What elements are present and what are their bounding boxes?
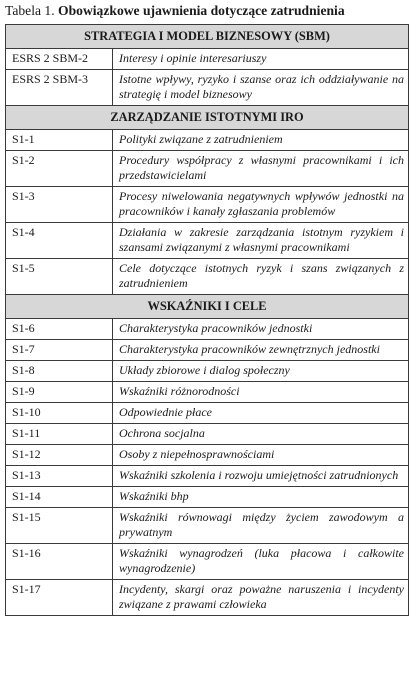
section-heading: WSKAŹNIKI I CELE	[6, 295, 409, 319]
disclosure-description: Polityki związane z zatrudnieniem	[113, 130, 409, 151]
table-row	[6, 508, 409, 544]
disclosure-description: Działania w zakresie zarządzania istotnym ryzykiem i szansami związanymi z własnymi pracownikami	[113, 223, 409, 259]
table-row	[6, 580, 409, 616]
table-row	[6, 130, 409, 151]
disclosures-table	[5, 24, 409, 616]
disclosure-description: Wskaźniki równowagi między życiem zawodowym a prywatnym	[113, 508, 409, 544]
table-caption	[5, 2, 413, 20]
disclosure-code: S1-10	[6, 403, 113, 424]
table-row	[6, 223, 409, 259]
section-header-row	[6, 25, 409, 49]
section-heading: STRATEGIA I MODEL BIZNESOWY (SBM)	[6, 25, 409, 49]
table-row	[6, 487, 409, 508]
table-row	[6, 445, 409, 466]
table-row	[6, 151, 409, 187]
disclosure-description: Interesy i opinie interesariuszy	[113, 49, 409, 70]
disclosure-description: Osoby z niepełnosprawnościami	[113, 445, 409, 466]
table-row	[6, 340, 409, 361]
disclosure-code: S1-16	[6, 544, 113, 580]
disclosure-code: S1-2	[6, 151, 113, 187]
disclosure-code: S1-8	[6, 361, 113, 382]
disclosure-code: S1-7	[6, 340, 113, 361]
table-row	[6, 466, 409, 487]
table-row	[6, 403, 409, 424]
table-row	[6, 187, 409, 223]
disclosure-code: ESRS 2 SBM-3	[6, 70, 113, 106]
disclosure-code: ESRS 2 SBM-2	[6, 49, 113, 70]
disclosure-description: Cele dotyczące istotnych ryzyk i szans związanych z zatrudnieniem	[113, 259, 409, 295]
disclosure-code: S1-9	[6, 382, 113, 403]
table-row	[6, 70, 409, 106]
table-row	[6, 319, 409, 340]
disclosure-code: S1-1	[6, 130, 113, 151]
disclosure-description: Wskaźniki bhp	[113, 487, 409, 508]
disclosure-description: Istotne wpływy, ryzyko i szanse oraz ich oddziaływanie na strategię i model biznesowy	[113, 70, 409, 106]
disclosure-description: Charakterystyka pracowników jednostki	[113, 319, 409, 340]
disclosure-description: Układy zbiorowe i dialog społeczny	[113, 361, 409, 382]
caption-title: Obowiązkowe ujawnienia dotyczące zatrudnienia	[58, 3, 345, 18]
section-header-row	[6, 295, 409, 319]
disclosure-code: S1-6	[6, 319, 113, 340]
disclosure-code: S1-17	[6, 580, 113, 616]
disclosure-description: Procesy niwelowania negatywnych wpływów jednostki na pracowników i kanały zgłaszania problemów	[113, 187, 409, 223]
disclosure-code: S1-11	[6, 424, 113, 445]
caption-prefix: Tabela 1.	[5, 3, 59, 18]
disclosure-description: Wskaźniki szkolenia i rozwoju umiejętności zatrudnionych	[113, 466, 409, 487]
section-header-row	[6, 106, 409, 130]
disclosure-code: S1-12	[6, 445, 113, 466]
disclosure-code: S1-14	[6, 487, 113, 508]
disclosure-description: Wskaźniki różnorodności	[113, 382, 409, 403]
section-heading: ZARZĄDZANIE ISTOTNYMI IRO	[6, 106, 409, 130]
table-row	[6, 49, 409, 70]
disclosure-description: Ochrona socjalna	[113, 424, 409, 445]
table-row	[6, 259, 409, 295]
disclosure-description: Charakterystyka pracowników zewnętrznych jednostki	[113, 340, 409, 361]
disclosure-description: Procedury współpracy z własnymi pracownikami i ich przedstawicielami	[113, 151, 409, 187]
disclosure-code: S1-3	[6, 187, 113, 223]
table-row	[6, 544, 409, 580]
disclosure-code: S1-15	[6, 508, 113, 544]
table-row	[6, 361, 409, 382]
disclosure-description: Odpowiednie płace	[113, 403, 409, 424]
disclosure-code: S1-4	[6, 223, 113, 259]
table-body	[6, 25, 409, 616]
disclosure-code: S1-5	[6, 259, 113, 295]
table-row	[6, 382, 409, 403]
table-row	[6, 424, 409, 445]
disclosure-description: Wskaźniki wynagrodzeń (luka płacowa i całkowite wynagrodzenie)	[113, 544, 409, 580]
disclosure-code: S1-13	[6, 466, 113, 487]
disclosure-description: Incydenty, skargi oraz poważne naruszenia i incydenty związane z prawami człowieka	[113, 580, 409, 616]
